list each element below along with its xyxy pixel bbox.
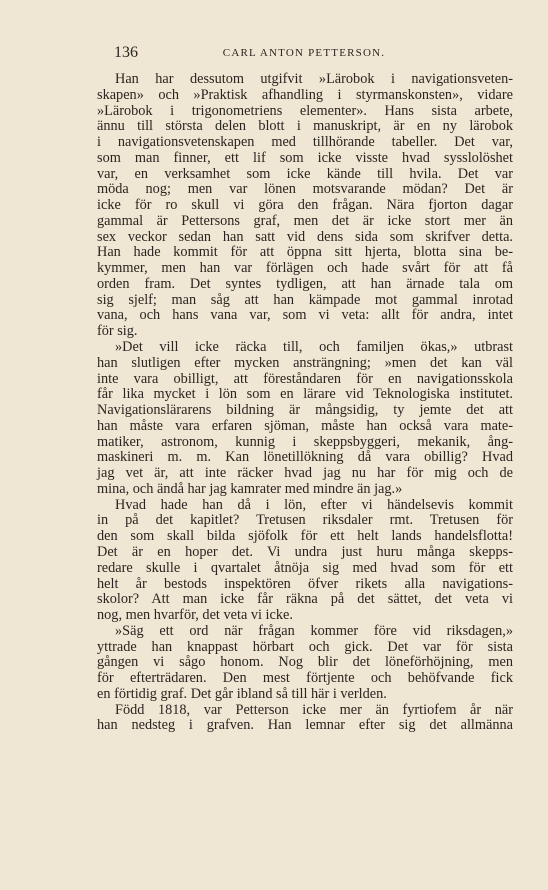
text-line: för sig. xyxy=(97,323,138,340)
text-line: han slutligen efter mycken ansträngning; »men det kan väl xyxy=(97,354,513,371)
text-line: in på det kapitlet? Tretusen riksdaler rmt. Tretusen för xyxy=(97,512,513,529)
text-line: Hvad hade han då i lön, efter vi händelsevis kommit xyxy=(115,496,513,513)
text-line: han nedsteg i grafven. Han lemnar efter sig det allmänna xyxy=(97,717,513,734)
text-line: helt år bestods inspektören öfver rikets alla navigations- xyxy=(97,575,513,592)
text-line: redare skulle i qvartalet åtnöja sig med hvad som för ett xyxy=(97,559,513,576)
text-line: maskineri m. m. Kan lönetillökning då vara obillig? Hvad xyxy=(97,449,513,466)
text-line: kymmer, men han var förlägen och hade svårt för att få xyxy=(97,260,513,277)
text-line: yttrade han knappast hörbart och gick. Det var för sista xyxy=(97,638,513,655)
text-line: Navigationslärarens bildning är mångsidig, ty jemte det att xyxy=(97,402,513,419)
text-line: »Lärobok i trigonometriens elementer». Hans sista arbete, xyxy=(97,102,513,119)
text-line: Han hade kommit för att öppna sitt hjerta, blotta sina be- xyxy=(97,244,513,261)
text-line: »Säg ett ord när frågan kommer före vid riksdagen,» xyxy=(115,622,513,639)
text-line: för efterträdaren. Den mest förtjente och behöfvande fick xyxy=(97,670,513,687)
text-line: Det är en hoper det. Vi undra just huru många skepps- xyxy=(97,543,513,560)
text-line: inte vara obilligt, att föreståndaren för en navigationsskola xyxy=(97,370,513,387)
page-number: 136 xyxy=(114,44,138,61)
text-line: möda nog; men var lönen motsvarande mödan? Det är xyxy=(97,181,513,198)
text-line: i navigationsvetenskapen med tillhörande tabeller. Det var, xyxy=(97,134,513,151)
text-line: gången vi sågo honom. Nog blir det löneförhöjning, men xyxy=(97,654,513,671)
text-line: skolor? Att man icke får räkna på det sättet, det veta vi xyxy=(97,591,513,608)
text-line: en förtidig graf. Det går ibland så till här i verlden. xyxy=(97,685,387,702)
text-line: får lika mycket i lön som en lärare vid Teknologiska institutet. xyxy=(97,386,513,403)
running-head: CARL ANTON PETTERSON. xyxy=(222,47,386,59)
text-line: den som skall bilda sjöfolk för ett helt lands handelsflotta! xyxy=(97,528,513,545)
text-line: Han har dessutom utgifvit »Lärobok i navigationsveten- xyxy=(115,71,513,87)
text-line: var, en verksamhet som icke kände till hvila. Det var xyxy=(97,165,513,182)
text-line: icke för ro skull vi göra den frågan. Nära fjorton dagar xyxy=(97,197,513,214)
text-line: Född 1818, var Petterson icke mer än fyrtiofem år när xyxy=(115,701,513,718)
text-line: »Det vill icke räcka till, och familjen ökas,» utbrast xyxy=(115,339,513,356)
text-line: ännu till största delen blott i manuskript, är en ny lärobok xyxy=(97,118,513,135)
text-line: jag vet är, att inte räcker hvad jag nu har för mig och de xyxy=(97,465,513,482)
body-text xyxy=(97,72,513,734)
page-header xyxy=(94,44,514,64)
text-line: vana, och hans vana var, som vi veta: allt för andra, intet xyxy=(97,307,513,324)
text-line: skapen» och »Praktisk afhandling i styrmanskonsten», vidare xyxy=(97,86,513,103)
text-line: gammal är Pettersons graf, men det är icke stort mer än xyxy=(97,212,513,229)
text-line: han måste vara erfaren sjöman, måste han också vara mate- xyxy=(97,417,513,434)
text-line: orden fram. Det syntes tydligen, att han ärnade tala om xyxy=(97,275,513,292)
text-line: sex veckor sedan han satt vid dens sida som skrifver detta. xyxy=(97,228,513,245)
text-line: mina, och ändå har jag kamrater med mindre än jag.» xyxy=(97,480,403,497)
text-line: matiker, astronom, kunnig i skeppsbyggeri, mekanik, ång- xyxy=(97,433,513,450)
text-line: som man finner, ett lif som icke visste hvad sysslolöshet xyxy=(97,149,513,166)
text-line: nog, men hvarför, det veta vi icke. xyxy=(97,607,293,624)
text-line: sig sjelf; man såg att han kämpade mot gammal inrotad xyxy=(97,291,513,308)
